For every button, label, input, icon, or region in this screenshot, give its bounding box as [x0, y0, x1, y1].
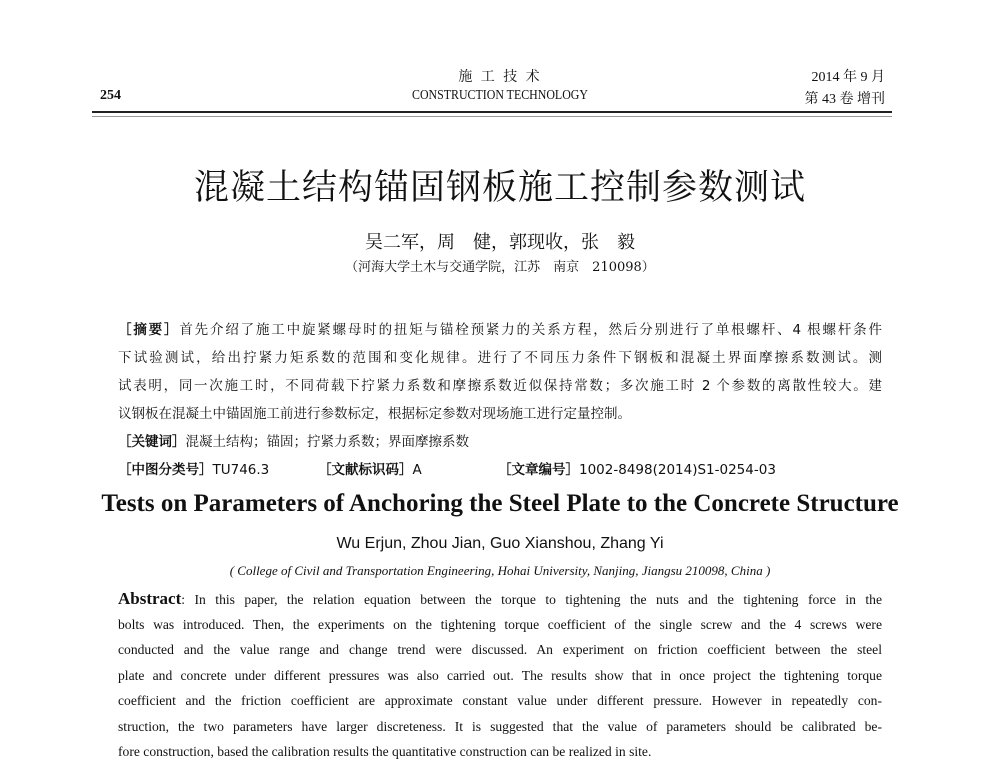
abstract-line: plate and concrete under different pressures was also carried out. The results show that in once project the tightening torque: [118, 667, 882, 683]
clc-label: ［中图分类号］: [118, 462, 213, 478]
classification-row: [118, 456, 882, 484]
affiliation-cn: （河海大学土木与交通学院，江苏 南京 210098）: [345, 260, 655, 275]
abstract-en: [118, 586, 882, 765]
keywords-value: 混凝土结构；锚固；拧紧力系数；界面摩擦系数: [185, 434, 469, 450]
abstract-label-cn: ［摘要］: [118, 322, 180, 338]
abstract-line: 议钢板在混凝土中锚固施工前进行参数标定，根据标定参数对现场施工进行定量控制。: [118, 406, 631, 422]
abstract-line: : In this paper, the relation equation between the torque to tightening the nuts and the tightening force in the: [181, 592, 882, 607]
abstract-line: struction, the two parameters have larger discreteness. It is suggested that the value of parameters should be calibrated be-: [118, 718, 882, 734]
abstract-line: 试表明，同一次施工时，不同荷载下拧紧力系数和摩擦系数近似保持常数；多次施工时 2 个参数的离散性较大。建: [118, 378, 882, 394]
authors-cn: 吴二军，周 健，郭现收，张 毅: [365, 232, 635, 253]
keywords-label: ［关键词］: [118, 434, 186, 450]
abstract-line: coefficient and the friction coefficient are approximate constant value under different pressure. However in repeatedly con-: [118, 693, 882, 708]
article-no-label: ［文章编号］: [498, 462, 579, 478]
abstract-label-en: Abstract: [118, 589, 182, 608]
abstract-cn: [118, 316, 882, 484]
header-rule-thin: [92, 116, 892, 117]
journal-name-en: CONSTRUCTION TECHNOLOGY: [412, 88, 588, 103]
volume-info: 第 43 卷 增刊: [804, 92, 885, 107]
doc-code-label: ［文献标识码］: [318, 462, 413, 478]
doc-code-value: A: [412, 462, 422, 478]
journal-name-cn: 施 工 技 术: [458, 69, 542, 85]
abstract-line: fore construction, based the calibration results the quantitative construction can be realized in site.: [118, 744, 652, 759]
abstract-line: conducted and the value range and change trend were discussed. An experiment on friction coefficient between the steel: [118, 642, 882, 657]
affiliation-en: ( College of Civil and Transportation Engineering, Hohai University, Nanjing, Jiangsu 210098, China ): [229, 563, 771, 578]
article-no-value: 1002-8498(2014)S1-0254-03: [579, 462, 776, 478]
paper-title-en: Tests on Parameters of Anchoring the Steel Plate to the Concrete Structure: [101, 490, 899, 517]
header-rule: [92, 111, 892, 113]
abstract-line: 首先介绍了施工中旋紧螺母时的扭矩与锚栓预紧力的关系方程，然后分别进行了单根螺杆、4 根螺杆条件: [179, 322, 883, 338]
clc-value: TU746.3: [212, 462, 270, 478]
abstract-line: bolts was introduced. Then, the experiments on the tightening torque coefficient of the single screw and the 4 screws were: [118, 616, 882, 632]
paper-title-cn: 混凝土结构锚固钢板施工控制参数测试: [193, 168, 806, 208]
keywords-cn: [118, 428, 882, 456]
issue-date: 2014 年 9 月: [811, 70, 885, 85]
authors-en: Wu Erjun, Zhou Jian, Guo Xianshou, Zhang Yi: [336, 535, 664, 552]
abstract-line: 下试验测试，给出拧紧力矩系数的范围和变化规律。进行了不同压力条件下钢板和混凝土界面摩擦系数测试。测: [118, 350, 882, 366]
page-number: 254: [100, 88, 121, 103]
